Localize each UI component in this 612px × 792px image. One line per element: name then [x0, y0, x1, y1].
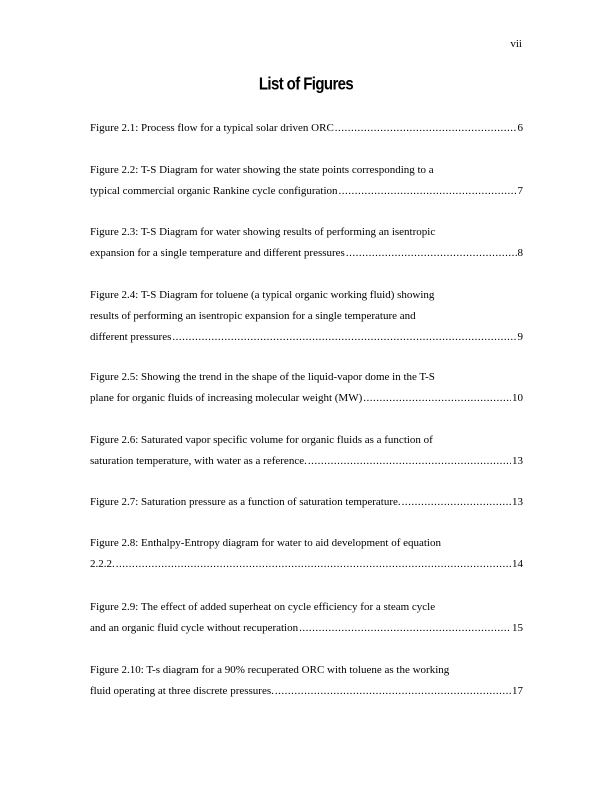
figure-page-number: 9 — [517, 331, 523, 343]
dot-leader — [402, 492, 511, 513]
figure-entry-leader-line — [90, 243, 523, 264]
figure-entry[interactable] — [90, 160, 523, 202]
figure-entry-leader-line — [90, 388, 523, 409]
figure-page-number: 13 — [512, 455, 523, 467]
figure-entry[interactable] — [90, 285, 523, 348]
dot-leader — [116, 554, 511, 575]
figure-page-number: 6 — [517, 122, 523, 134]
figure-entry-text-line: plane for organic fluids of increasing molecular weight (MW) — [90, 392, 363, 404]
figure-entry-text-line: 2.2.2. — [90, 558, 115, 570]
figure-entry-leader-line — [90, 327, 523, 348]
figure-entry[interactable] — [90, 533, 523, 575]
dot-leader — [346, 243, 517, 264]
figure-entry-leader-line — [90, 118, 523, 139]
figure-entry-text-line: and an organic fluid cycle without recuperation — [90, 622, 299, 634]
page-number: vii — [510, 38, 522, 50]
figure-entry-leader-line — [90, 618, 523, 639]
figure-entry-leader-line — [90, 681, 523, 702]
page-title: List of Figures — [258, 74, 354, 95]
dot-leader — [172, 327, 516, 348]
figure-entry-text-line: Figure 2.2: T-S Diagram for water showing the state points corresponding to a — [90, 164, 434, 176]
figure-entry-leader-line — [90, 554, 523, 575]
figure-entry-text-line: Figure 2.7: Saturation pressure as a function of saturation temperature. — [90, 496, 401, 508]
dot-leader — [363, 388, 511, 409]
figure-entry[interactable] — [90, 492, 523, 513]
figure-entry-text-line: Figure 2.6: Saturated vapor specific volume for organic fluids as a function of — [90, 434, 433, 446]
figure-entry-text-line: expansion for a single temperature and different pressures — [90, 247, 345, 259]
figure-entry[interactable] — [90, 597, 523, 639]
figure-entry-leader-line — [90, 492, 523, 513]
dot-leader — [335, 118, 517, 139]
figure-entry-text-line: typical commercial organic Rankine cycle configuration — [90, 185, 338, 197]
figure-page-number: 10 — [512, 392, 523, 404]
figure-page-number: 14 — [512, 558, 523, 570]
figure-entry-text-line: Figure 2.5: Showing the trend in the shape of the liquid-vapor dome in the T-S — [90, 371, 435, 383]
figure-page-number: 13 — [512, 496, 523, 508]
figure-entry[interactable] — [90, 118, 523, 139]
figure-entry-text-line: Figure 2.3: T-S Diagram for water showing results of performing an isentropic — [90, 226, 436, 238]
figure-entry-text-line: Figure 2.10: T-s diagram for a 90% recuperated ORC with toluene as the working — [90, 664, 450, 676]
figure-entry-text-line: Figure 2.1: Process flow for a typical solar driven ORC — [90, 122, 334, 134]
figure-page-number: 8 — [517, 247, 523, 259]
figure-entry-text-line: saturation temperature, with water as a reference. — [90, 455, 307, 467]
dot-leader — [275, 681, 511, 702]
figure-entry-text-line: Figure 2.8: Enthalpy-Entropy diagram for water to aid development of equation — [90, 537, 441, 549]
figure-page-number: 15 — [512, 622, 523, 634]
figure-entry-text-line: results of performing an isentropic expansion for a single temperature and — [90, 310, 416, 322]
figure-entry[interactable] — [90, 222, 523, 264]
figure-entry-text-line: Figure 2.4: T-S Diagram for toluene (a typical organic working fluid) showing — [90, 289, 435, 301]
figure-entry-text-line: Figure 2.9: The effect of added superheat on cycle efficiency for a steam cycle — [90, 601, 436, 613]
dot-leader — [308, 451, 511, 472]
figure-entry[interactable] — [90, 367, 523, 409]
figure-entry[interactable] — [90, 430, 523, 472]
figure-page-number: 17 — [512, 685, 523, 697]
figure-entry-text-line: fluid operating at three discrete pressures. — [90, 685, 274, 697]
figure-entry-leader-line — [90, 181, 523, 202]
figure-entry-leader-line — [90, 451, 523, 472]
figure-entry-text-line: different pressures — [90, 331, 172, 343]
dot-leader — [299, 618, 511, 639]
figure-page-number: 7 — [517, 185, 523, 197]
figure-entry[interactable] — [90, 660, 523, 702]
dot-leader — [339, 181, 517, 202]
